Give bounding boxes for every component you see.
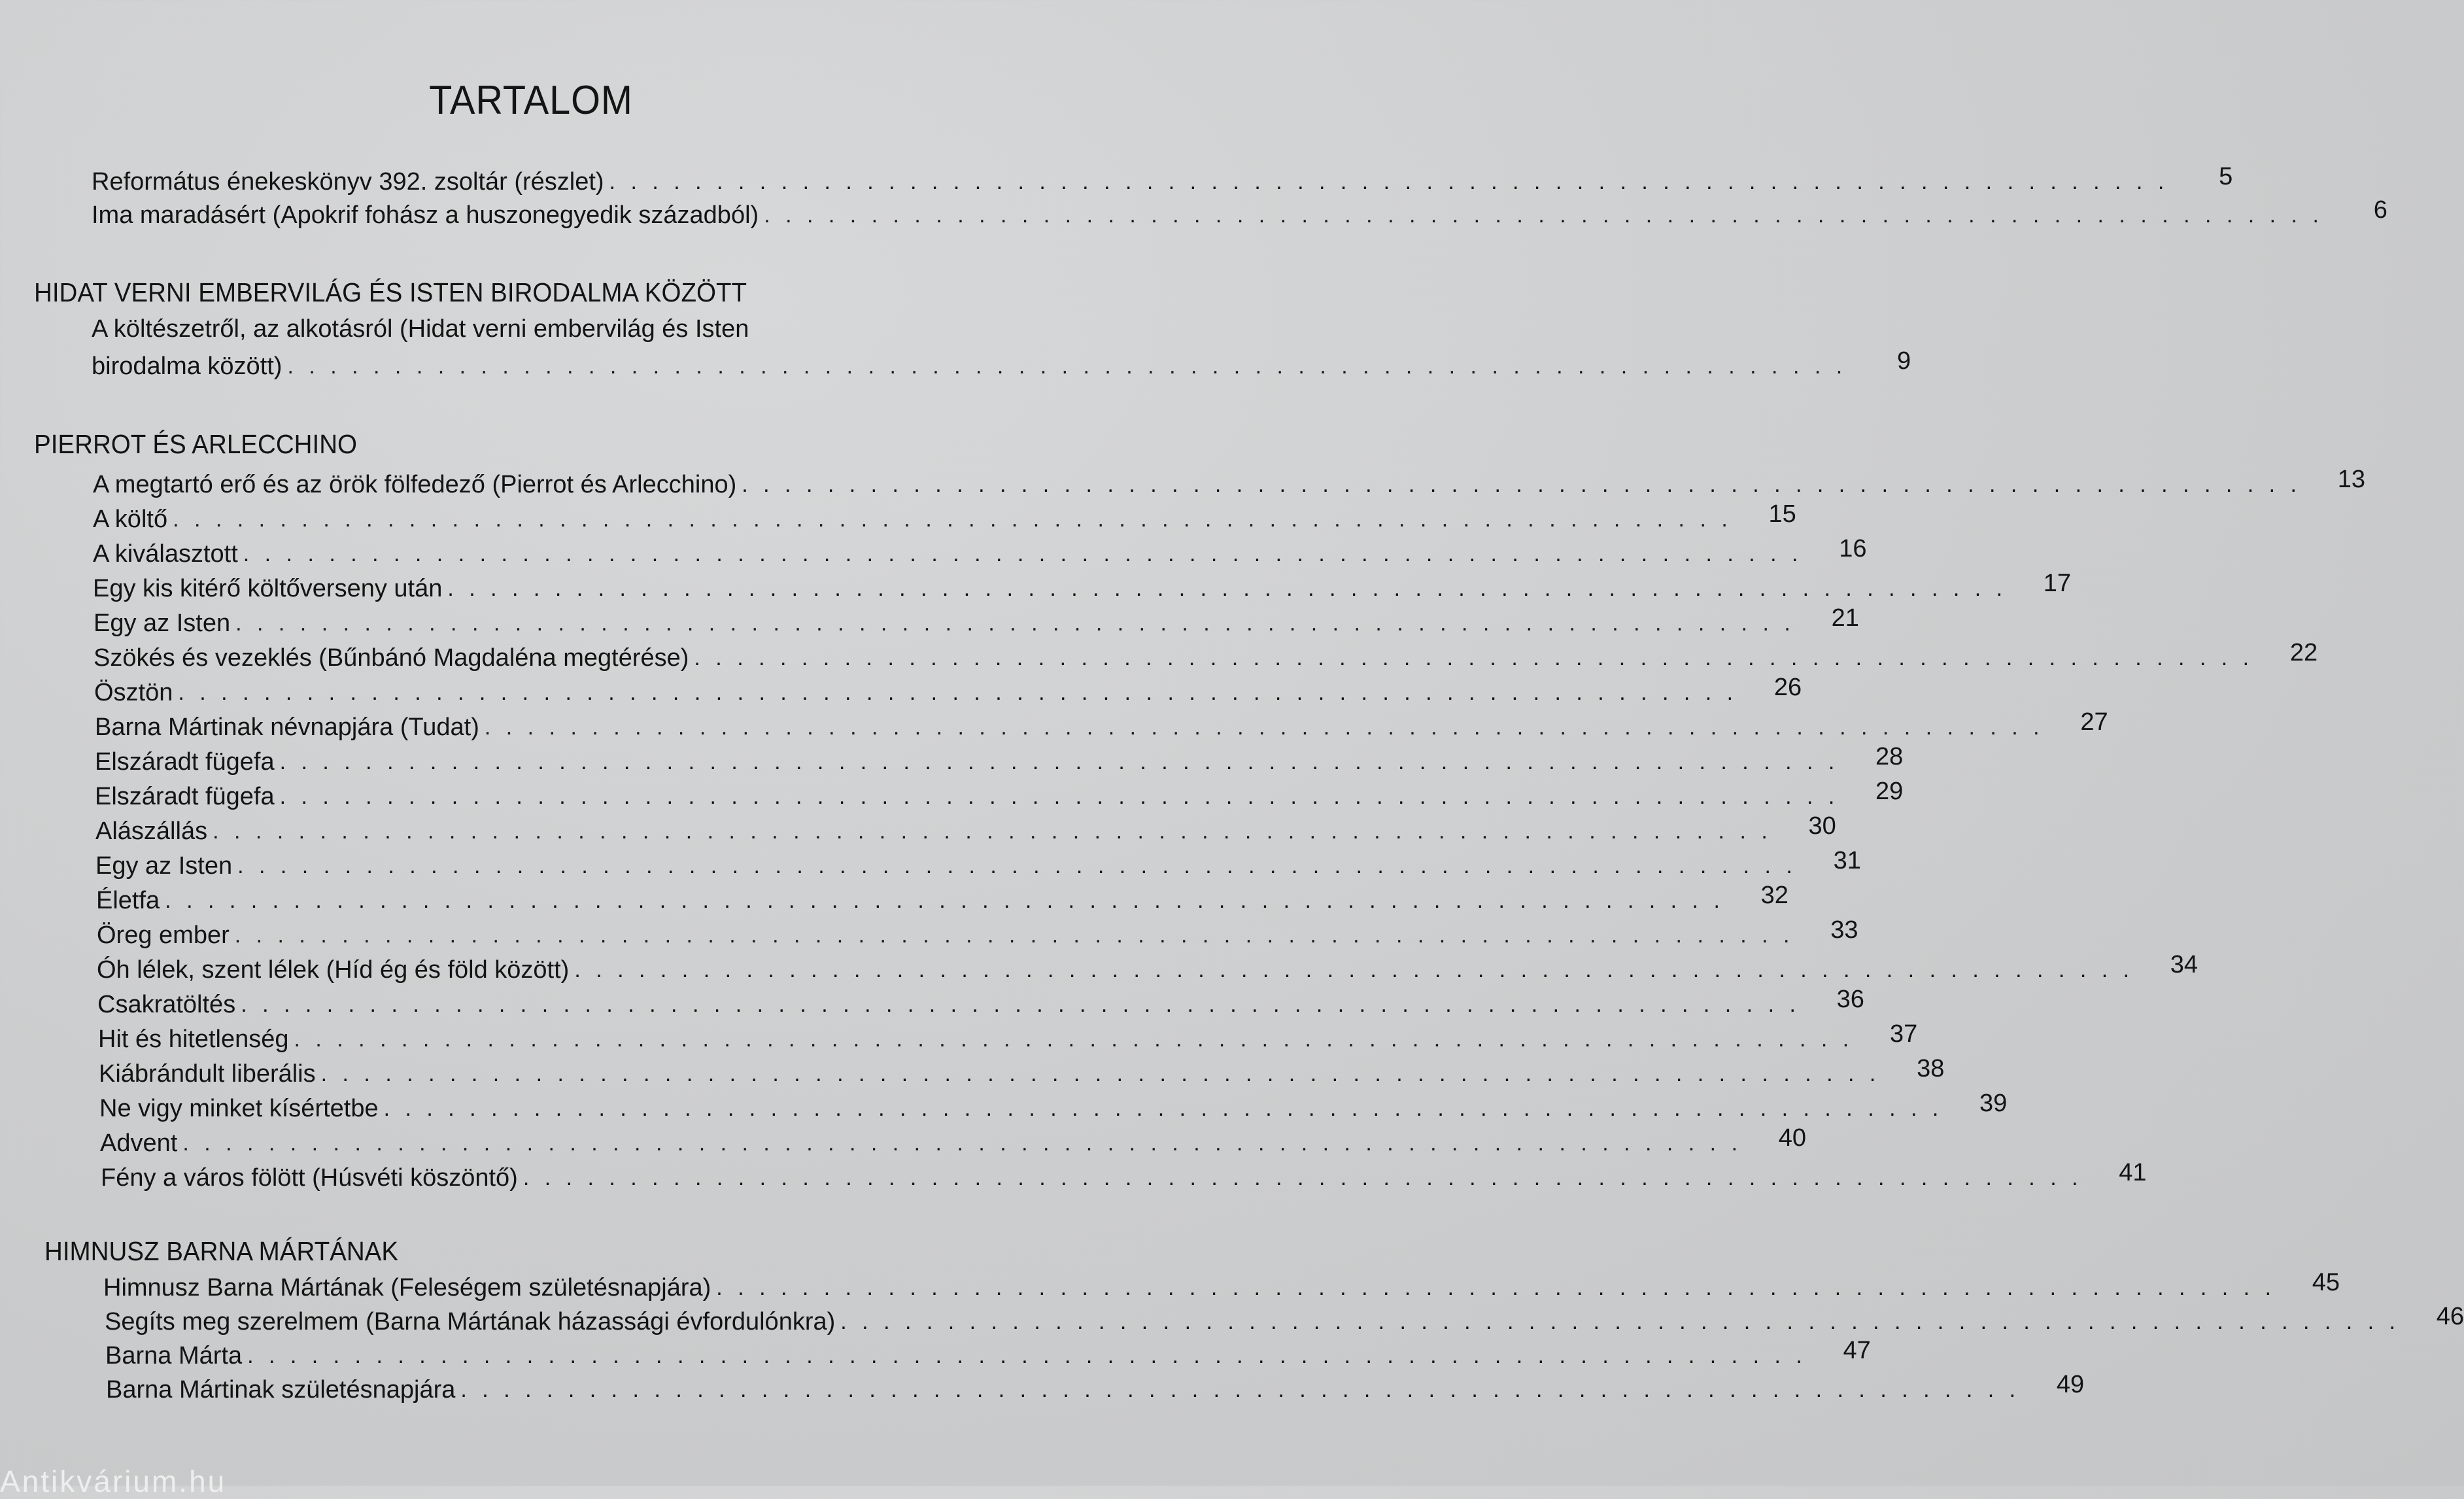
entry-page-number: 31 xyxy=(1833,847,1861,874)
entry-page-number: 46 xyxy=(2436,1303,2464,1330)
dot-leader: . . . . . . . . . . . . . . . . . . . . . . . . . . . . . . . . . . . . . . . . . . . . . . . . . . . . . . . . . . . . . . . . . . . . . . . . . xyxy=(279,784,1839,809)
entry-title: Öreg ember xyxy=(97,922,230,949)
entry-page-number: 36 xyxy=(1836,986,1864,1013)
entry-title: Szökés és vezeklés (Bűnbánó Magdaléna megtérése) xyxy=(94,644,689,672)
section-heading: HIMNUSZ BARNA MÁRTÁNAK xyxy=(44,1236,399,1266)
entry-title: Segíts meg szerelmem (Barna Mártának házassági évfordulónkra) xyxy=(105,1308,836,1335)
toc-entry xyxy=(105,1337,1871,1372)
entry-title: Hit és hitetlenség xyxy=(98,1025,289,1053)
dot-leader: . . . . . . . . . . . . . . . . . . . . . . . . . . . . . . . . . . . . . . . . . . . . . . . . . . . . . . . . . . . . . . . . . . . . . . . . . xyxy=(694,646,2254,670)
entry-title: Ösztön xyxy=(94,679,173,706)
toc-entry xyxy=(98,1020,1918,1056)
dot-leader: . . . . . . . . . . . . . . . . . . . . . . . . . . . . . . . . . . . . . . . . . . . . . . . . . . . . . . . . . . . . . . . . . . . . . . . . . xyxy=(716,1275,2276,1300)
toc-entry xyxy=(99,1055,1945,1090)
entry-title: Elszáradt fügefa xyxy=(95,748,275,776)
dot-leader: . . . . . . . . . . . . . . . . . . . . . . . . . . . . . . . . . . . . . . . . . . . . . . . . . . . . . . . . . . . . . . . . . . . . . . . . . xyxy=(484,715,2044,740)
entry-title: Csakratöltés xyxy=(97,991,236,1018)
entry-page-number: 30 xyxy=(1808,812,1836,840)
toc-entry xyxy=(99,1090,2008,1125)
watermark: Antikvárium.hu xyxy=(0,1464,227,1498)
dot-leader: . . . . . . . . . . . . . . . . . . . . . . . . . . . . . . . . . . . . . . . . . . . . . . . . . . . . . . . . . . . . . . . . . . . . . . . . . xyxy=(241,992,1800,1017)
section-heading: PIERROT ÉS ARLECCHINO xyxy=(34,429,358,459)
entry-title: Egy az Isten xyxy=(95,852,233,880)
entry-page-number: 13 xyxy=(2337,466,2365,493)
entry-page-number: 41 xyxy=(2119,1159,2147,1186)
dot-leader: . . . . . . . . . . . . . . . . . . . . . . . . . . . . . . . . . . . . . . . . . . . . . . . . . . . . . . . . . . . . . . . . . . . . . . . . . xyxy=(182,1131,1743,1156)
entry-page-number: 26 xyxy=(1773,674,1802,701)
entry-page-number: 15 xyxy=(1768,500,1796,528)
dot-leader: . . . . . . . . . . . . . . . . . . . . . . . . . . . . . . . . . . . . . . . . . . . . . . . . . . . . . . . . . . . . . . . . . . . . . . . . . xyxy=(247,1343,1807,1368)
dot-leader: . . . . . . . . . . . . . . . . . . . . . . . . . . . . . . . . . . . . . . . . . . . . . . . . . . . . . . . . . . . . . . . . . . . . . . . . . xyxy=(840,1309,2400,1334)
entry-page-number: 9 xyxy=(1897,347,1911,375)
toc-entry xyxy=(95,708,2108,744)
dot-leader: . . . . . . . . . . . . . . . . . . . . . . . . . . . . . . . . . . . . . . . . . . . . . . . . . . . . . . . . . . . . . . . . . . . . . . . . . xyxy=(764,203,2323,228)
dot-leader: . . . . . . . . . . . . . . . . . . . . . . . . . . . . . . . . . . . . . . . . . . . . . . . . . . . . . . . . . . . . . . . . . . . . . . . . . xyxy=(574,957,2134,982)
entry-page-number: 33 xyxy=(1830,916,1858,944)
toc-entry xyxy=(106,1371,2085,1406)
toc-entry xyxy=(101,1159,2147,1194)
entry-title: A megtartó erő és az örök fölfedező (Pierrot és Arlecchino) xyxy=(93,471,737,498)
toc-entry xyxy=(95,743,1904,778)
dot-leader: . . . . . . . . . . . . . . . . . . . . . . . . . . . . . . . . . . . . . . . . . . . . . . . . . . . . . . . . . . . . . . . . . . . . . . . . . xyxy=(294,1027,1854,1052)
toc-entry xyxy=(105,1303,2464,1338)
toc-entry xyxy=(97,951,2199,986)
dot-leader: . . . . . . . . . . . . . . . . . . . . . . . . . . . . . . . . . . . . . . . . . . . . . . . . . . . . . . . . . . . . . . . . . . . . . . . . . xyxy=(235,611,1795,636)
entry-title: Református énekeskönyv 392. zsoltár (részlet) xyxy=(92,168,604,196)
dot-leader: . . . . . . . . . . . . . . . . . . . . . . . . . . . . . . . . . . . . . . . . . . . . . . . . . . . . . . . . . . . . . . . . . . . . . . . . . xyxy=(237,853,1797,878)
toc-entry xyxy=(97,986,1864,1021)
entry-title: Advent xyxy=(100,1129,178,1157)
entry-title: Barna Mártinak születésnapjára xyxy=(106,1376,456,1404)
entry-title: Elszáradt fügefa xyxy=(95,783,275,810)
dot-leader: . . . . . . . . . . . . . . . . . . . . . . . . . . . . . . . . . . . . . . . . . . . . . . . . . . . . . . . . . . . . . . . . . . . . . . . . . xyxy=(522,1165,2083,1190)
entry-title: Óh lélek, szent lélek (Híd ég és föld között) xyxy=(97,956,570,984)
dot-leader: . . . . . . . . . . . . . . . . . . . . . . . . . . . . . . . . . . . . . . . . . . . . . . . . . . . . . . . . . . . . . . . . . . . . . . . . . xyxy=(234,923,1794,948)
toc-entry xyxy=(93,466,2365,501)
entry-page-number: 17 xyxy=(2043,570,2072,597)
dot-leader: . . . . . . . . . . . . . . . . . . . . . . . . . . . . . . . . . . . . . . . . . . . . . . . . . . . . . . . . . . . . . . . . . . . . . . . . . xyxy=(279,750,1839,774)
page-title: TARTALOM xyxy=(429,78,633,123)
entry-page-number: 40 xyxy=(1778,1124,1807,1152)
toc-entry xyxy=(95,778,1904,813)
dot-leader: . . . . . . . . . . . . . . . . . . . . . . . . . . . . . . . . . . . . . . . . . . . . . . . . . . . . . . . . . . . . . . . . . . . . . . . . . xyxy=(320,1061,1881,1086)
toc-entry xyxy=(92,163,2233,198)
entry-title: birodalma között) xyxy=(92,353,282,380)
entry-title: Egy az Isten xyxy=(94,610,231,637)
toc-entry-first-line: A költészetről, az alkotásról (Hidat verni embervilág és Isten xyxy=(92,315,749,343)
dot-leader: . . . . . . . . . . . . . . . . . . . . . . . . . . . . . . . . . . . . . . . . . . . . . . . . . . . . . . . . . . . . . . . . . . . . . . . . . xyxy=(213,819,1772,844)
entry-title: Himnusz Barna Mártának (Feleségem születésnapjára) xyxy=(103,1274,711,1301)
entry-page-number: 34 xyxy=(2170,951,2199,978)
toc-entry xyxy=(93,500,1796,536)
entry-page-number: 16 xyxy=(1839,535,1867,562)
entry-title: Barna Márta xyxy=(105,1342,243,1370)
entry-page-number: 47 xyxy=(1843,1337,1871,1364)
entry-page-number: 21 xyxy=(1831,604,1859,632)
toc-entry xyxy=(96,882,1788,917)
toc-entry xyxy=(94,639,2318,674)
entry-page-number: 38 xyxy=(1917,1055,1945,1082)
entry-page-number: 45 xyxy=(2312,1269,2340,1296)
entry-page-number: 6 xyxy=(2373,196,2387,224)
entry-title: Ne vigy minket kísértetbe xyxy=(99,1095,379,1122)
dot-leader: . . . . . . . . . . . . . . . . . . . . . . . . . . . . . . . . . . . . . . . . . . . . . . . . . . . . . . . . . . . . . . . . . . . . . . . . . xyxy=(609,169,2169,194)
entry-page-number: 29 xyxy=(1875,778,1904,805)
entry-title: A költő xyxy=(93,506,168,533)
entry-title: Fény a város fölött (Húsvéti köszöntő) xyxy=(101,1164,518,1192)
entry-title: Ima maradásért (Apokrif fohász a huszonegyedik századból) xyxy=(92,201,759,229)
toc-entry xyxy=(92,347,1911,383)
entry-page-number: 27 xyxy=(2080,708,2108,736)
dot-leader: . . . . . . . . . . . . . . . . . . . . . . . . . . . . . . . . . . . . . . . . . . . . . . . . . . . . . . . . . . . . . . . . . . . . . . . . . xyxy=(165,888,1724,913)
entry-title: Kiábrándult liberális xyxy=(99,1060,316,1088)
entry-page-number: 5 xyxy=(2219,163,2233,190)
toc-entry xyxy=(93,535,1867,570)
toc-entry xyxy=(103,1269,2340,1304)
entry-page-number: 37 xyxy=(1889,1020,1918,1048)
entry-title: Alászállás xyxy=(95,818,208,845)
section-heading: HIDAT VERNI EMBERVILÁG ÉS ISTEN BIRODALMA KÖZÖTT xyxy=(34,277,747,307)
entry-title: Barna Mártinak névnapjára (Tudat) xyxy=(95,714,479,741)
dot-leader: . . . . . . . . . . . . . . . . . . . . . . . . . . . . . . . . . . . . . . . . . . . . . . . . . . . . . . . . . . . . . . . . . . . . . . . . . xyxy=(173,507,1732,532)
dot-leader: . . . . . . . . . . . . . . . . . . . . . . . . . . . . . . . . . . . . . . . . . . . . . . . . . . . . . . . . . . . . . . . . . . . . . . . . . xyxy=(287,354,1847,379)
toc-entry xyxy=(94,604,1859,640)
toc-entry xyxy=(92,196,2387,232)
entry-page-number: 32 xyxy=(1760,882,1788,909)
entry-page-number: 22 xyxy=(2289,639,2318,666)
toc-entry xyxy=(93,570,2072,605)
toc-entry xyxy=(94,674,1802,709)
entry-title: Életfa xyxy=(96,887,160,914)
dot-leader: . . . . . . . . . . . . . . . . . . . . . . . . . . . . . . . . . . . . . . . . . . . . . . . . . . . . . . . . . . . . . . . . . . . . . . . . . xyxy=(178,680,1738,705)
dot-leader: . . . . . . . . . . . . . . . . . . . . . . . . . . . . . . . . . . . . . . . . . . . . . . . . . . . . . . . . . . . . . . . . . . . . . . . . . xyxy=(447,576,2008,601)
entry-title: A kiválasztott xyxy=(93,540,238,568)
toc-entry xyxy=(100,1124,1807,1160)
entry-title: Egy kis kitérő költőverseny után xyxy=(93,575,443,602)
toc-entry xyxy=(97,916,1858,952)
dot-leader: . . . . . . . . . . . . . . . . . . . . . . . . . . . . . . . . . . . . . . . . . . . . . . . . . . . . . . . . . . . . . . . . . . . . . . . . . xyxy=(742,472,2301,497)
dot-leader: . . . . . . . . . . . . . . . . . . . . . . . . . . . . . . . . . . . . . . . . . . . . . . . . . . . . . . . . . . . . . . . . . . . . . . . . . xyxy=(383,1096,1943,1121)
entry-page-number: 49 xyxy=(2056,1371,2085,1398)
toc-entry xyxy=(95,847,1861,882)
toc-entry xyxy=(95,812,1836,848)
dot-leader: . . . . . . . . . . . . . . . . . . . . . . . . . . . . . . . . . . . . . . . . . . . . . . . . . . . . . . . . . . . . . . . . . . . . . . . . . xyxy=(243,542,1803,566)
entry-page-number: 39 xyxy=(1979,1090,2008,1117)
entry-page-number: 28 xyxy=(1875,743,1904,770)
dot-leader: . . . . . . . . . . . . . . . . . . . . . . . . . . . . . . . . . . . . . . . . . . . . . . . . . . . . . . . . . . . . . . . . . . . . . . . . . xyxy=(460,1377,2021,1402)
